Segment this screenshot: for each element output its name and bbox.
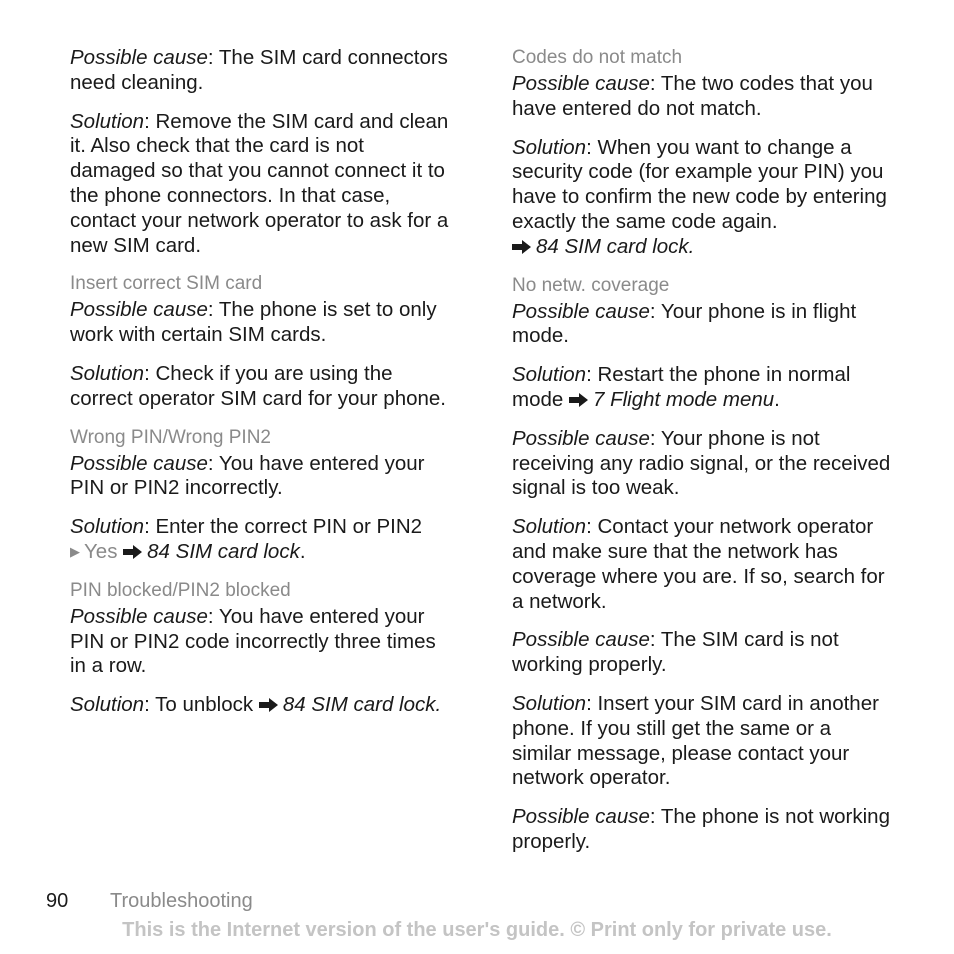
section-heading: No netw. coverage [512,274,670,296]
possible-cause-label: Possible cause [512,299,650,323]
paragraph-text: : You have entered your PIN or PIN2 code incorrectly three times in a row. [70,604,436,678]
solution-label: Solution [70,109,145,133]
paragraph-text: : Your phone is in flight mode. [512,299,857,348]
paragraph-text: : Remove the SIM card and clean it. Also check that the card is not damaged so that you cannot connect it to the phone connectors. In that case, contact your network operator to ask for a new SIM card. [70,109,449,257]
paragraph-text: : To unblock [144,693,254,717]
possible-cause-label: Possible cause [70,298,208,322]
section-heading: Insert correct SIM card [70,273,263,295]
cross-reference-link[interactable]: 84 SIM card lock. [282,693,442,717]
section-heading: PIN blocked/PIN2 blocked [70,579,291,601]
paragraph [512,427,892,501]
section-title: Troubleshooting [110,890,253,912]
arrow-right-icon [123,545,142,559]
paragraph [512,300,892,350]
solution-label: Solution [70,515,145,539]
paragraph-text: : The phone is not working properly. [512,805,890,853]
paragraph [70,452,450,502]
paragraph [512,805,892,855]
paragraph-text: : The phone is set to only work with certain SIM cards. [70,298,437,347]
paragraph [70,362,450,412]
paragraph-text: : You have entered your PIN or PIN2 incorrectly. [70,451,425,500]
cross-reference-link[interactable]: 84 SIM card lock [147,539,300,563]
arrow-right-icon [569,393,588,407]
punctuation: . [299,539,306,563]
arrow-right-icon [259,698,278,712]
paragraph [70,515,450,565]
paragraph-text: : The two codes that you have entered do not match. [512,72,873,120]
solution-label: Solution [512,691,587,715]
paragraph [70,46,450,96]
right-column [512,46,892,869]
cross-reference-link[interactable]: 84 SIM card lock. [536,234,695,258]
solution-label: Solution [512,515,587,539]
paragraph [512,363,892,413]
paragraph-text: : Restart the phone in normal mode [512,363,851,411]
possible-cause-label: Possible cause [70,46,208,69]
internet-version-notice: This is the Internet version of the user's guide. © Print only for private use. [122,919,832,941]
punctuation: . [774,387,780,411]
paragraph-text: : The SIM card is not working properly. [512,628,839,677]
possible-cause-label: Possible cause [512,805,650,829]
section-heading: Codes do not match [512,47,683,68]
possible-cause-label: Possible cause [70,451,208,475]
page-number: 90 [46,890,69,912]
paragraph [512,136,892,260]
menu-path-yes: Yes [84,539,118,563]
solution-label: Solution [512,135,587,159]
paragraph-text: : Your phone is not receiving any radio signal, or the received signal is too weak. [512,426,891,500]
paragraph [70,693,450,718]
paragraph [512,515,892,614]
paragraph-text: : The SIM card connectors need cleaning. [70,46,448,94]
paragraph-text: : Enter the correct PIN or PIN2 [144,515,423,539]
left-column [70,46,450,732]
paragraph [70,110,450,259]
solution-label: Solution [512,363,587,387]
arrow-right-icon [512,240,531,254]
paragraph-text: : When you want to change a security code (for example your PIN) you have to confirm the new code by entering exactly the same code again. [512,135,887,233]
paragraph [512,692,892,791]
triangle-right-icon: ▶ [70,543,80,559]
section-heading: Wrong PIN/Wrong PIN2 [70,426,271,448]
paragraph [70,298,450,348]
possible-cause-label: Possible cause [512,426,650,450]
possible-cause-label: Possible cause [512,72,650,95]
paragraph-text: : Contact your network operator and make sure that the network has coverage where you are. If so, search for a network. [512,515,885,613]
paragraph [512,72,892,122]
solution-label: Solution [70,693,145,717]
cross-reference-link[interactable]: 7 Flight mode menu [592,387,775,411]
paragraph [70,605,450,679]
paragraph-text: : Check if you are using the correct operator SIM card for your phone. [70,361,447,410]
paragraph [512,628,892,678]
possible-cause-label: Possible cause [512,628,650,652]
solution-label: Solution [70,361,145,385]
paragraph-text: : Insert your SIM card in another phone. If you still get the same or a similar message, please contact your network operator. [512,691,879,790]
possible-cause-label: Possible cause [70,604,208,628]
